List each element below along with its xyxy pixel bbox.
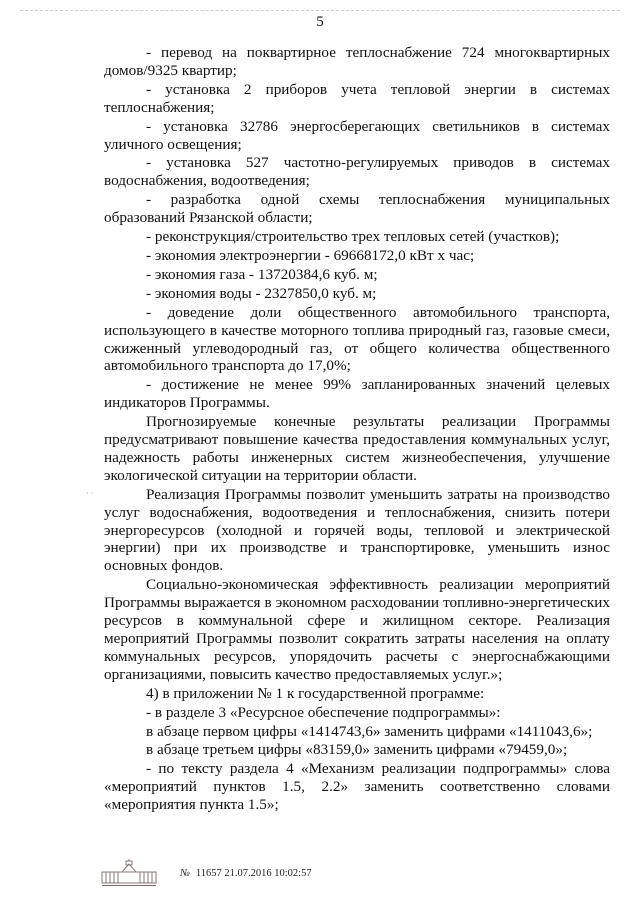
paragraph-18: в абзаце третьем цифры «83159,0» заменить цифрами «79459,0»;: [146, 741, 568, 759]
paragraph-6: - реконструкция/строительство трех тепловых сетей (участков);: [146, 228, 560, 246]
paragraph-2: - установка 2 приборов учета тепловой энергии в системах теплоснабжения;: [104, 80, 610, 116]
paragraph-14: Социально-экономическая эффективность реализации мероприятий Программы выражается в экономном расходовании топливно-энергетических ресурсов в коммунальной сфере и жилищном секторе. Реализация мероприятий Программы позволит сократить затраты населения на оплату коммунальных ресурсов, упорядочить расчеты с энергоснабжающими организациями, повысить качество предоставляемых услуг.»;: [104, 576, 610, 683]
paragraph-9: - экономия воды - 2327850,0 куб. м;: [146, 284, 377, 302]
paragraph-15: 4) в приложении № 1 к государственной программе:: [146, 684, 485, 702]
paragraph-10: - доведение доли общественного автомобильного транспорта, использующего в качестве моторного топлива природный газ, газовые смеси, сжиженный углеводородный газ, от общего количества общественного автомобильного транспорта до 17,0%;: [104, 303, 610, 375]
paragraph-17: в абзаце первом цифры «1414743,6» заменить цифрами «1411043,6»;: [146, 722, 593, 740]
paragraph-4: - установка 527 частотно-регулируемых приводов в системах водоснабжения, водоотведения;: [104, 154, 610, 190]
page-number: 5: [316, 14, 324, 30]
paragraph-5: - разработка одной схемы теплоснабжения муниципальных образований Рязанской области;: [104, 191, 610, 227]
paragraph-16: - в разделе 3 «Ресурсное обеспечение подпрограммы»:: [146, 703, 501, 721]
registration-stamp: [180, 868, 312, 879]
paragraph-19: - по тексту раздела 4 «Механизм реализации подпрограммы» слова «мероприятий пунктов 1.5, 2.2» заменить соответственно словами «мероприятия пункта 1.5»;: [104, 760, 610, 814]
paragraph-11: - достижение не менее 99% запланированных значений целевых индикаторов Программы.: [104, 376, 610, 412]
government-building-logo-icon: [100, 858, 158, 888]
paragraph-8: - экономия газа - 13720384,6 куб. м;: [146, 265, 378, 283]
footer: [100, 856, 312, 890]
paragraph-7: - экономия электроэнергии - 69668172,0 кВт х час;: [146, 246, 475, 264]
margin-mark: · ·: [86, 489, 94, 498]
paragraph-12: Прогнозируемые конечные результаты реализации Программы предусматривают повышение качества предоставления коммунальных услуг, надежность работы инженерных систем жизнеобеспечения, улучшение экологической ситуации на территории области.: [104, 413, 610, 484]
paragraph-13: Реализация Программы позволит уменьшить затраты на производство услуг водоснабжения, водоотведения и теплоснабжения, снизить потери энергоресурсов (холодной и горячей воды, тепловой и электрической энергии) при их производстве и транспортировке, уменьшить износ основных фондов.: [104, 485, 610, 575]
scan-top-edge: [20, 10, 620, 11]
stamp-symbol: №: [180, 867, 190, 879]
paragraph-3: - установка 32786 энергосберегающих светильников в системах уличного освещения;: [104, 117, 610, 153]
paragraph-1: - перевод на поквартирное теплоснабжение 724 многоквартирных домов/9325 квартир;: [104, 44, 610, 79]
stamp-text: 11657 21.07.2016 10:02:57: [195, 867, 312, 879]
document-body: [104, 44, 610, 814]
